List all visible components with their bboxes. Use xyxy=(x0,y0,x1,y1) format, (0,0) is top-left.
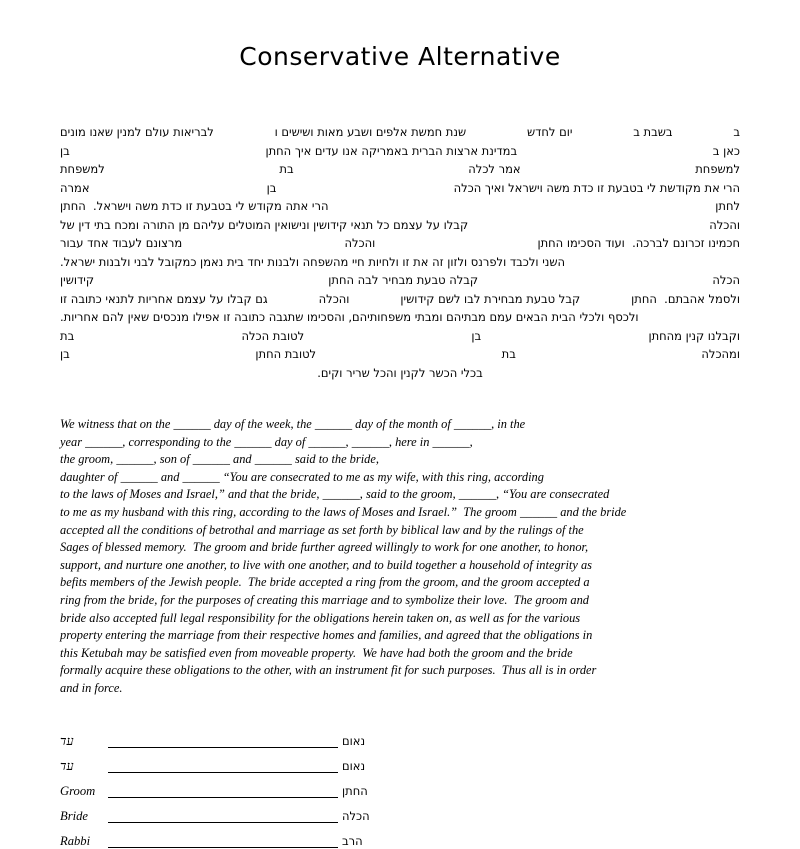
english-line: accepted all the conditions of betrothal and marriage as set forth by biblical law and by the rulings of the xyxy=(60,522,584,537)
hebrew-line xyxy=(60,123,740,142)
hebrew-line xyxy=(60,290,740,309)
signature-row-groom xyxy=(60,774,740,799)
signature-label-left: Rabbi xyxy=(60,833,91,848)
english-line: daughter of ______ and ______ “You are consecrated to me as my wife, with this ring, according xyxy=(60,469,544,484)
english-line: formally acquire these obligations to the other, with an instrument fit for such purposes. Thus all is in order xyxy=(60,663,597,678)
hebrew-line xyxy=(60,345,740,364)
hebrew-segment: גם קבלו על עצמם אחריות לתנאי כתובה זו xyxy=(60,291,268,306)
hebrew-line xyxy=(60,160,740,179)
hebrew-line xyxy=(60,179,740,198)
hebrew-segment: כאן ב xyxy=(712,143,740,158)
hebrew-segment: קבלו על עצמם כל תנאי קידושין ונישואין המוטלים עליהם מן התורה ומכח בתי דין של xyxy=(60,217,469,232)
signature-label-right: הרב xyxy=(342,833,363,848)
signature-label-left: עד xyxy=(60,733,74,748)
hebrew-line xyxy=(60,308,740,327)
hebrew-segment: בשבת ב xyxy=(633,125,673,139)
signature-line[interactable] xyxy=(108,758,338,773)
hebrew-segment: בן xyxy=(266,180,277,195)
hebrew-segment: במדינת ארצות הברית באמריקה אנו עדים איך החתן xyxy=(265,143,518,158)
hebrew-segment: והכלה xyxy=(344,236,376,250)
hebrew-segment: ולסמל אהבתם. החתן xyxy=(631,291,740,306)
hebrew-segment: בת xyxy=(279,162,294,176)
hebrew-segment: למשפחת xyxy=(60,162,105,176)
hebrew-line xyxy=(60,327,740,346)
signature-row-witness-2 xyxy=(60,749,740,774)
hebrew-segment: בת xyxy=(60,328,75,343)
hebrew-segment: בן xyxy=(471,328,482,343)
english-line: the groom, ______, son of ______ and ______ said to the bride, xyxy=(60,452,379,467)
hebrew-line xyxy=(60,271,740,290)
hebrew-segment: לטובת הכלה xyxy=(241,328,305,343)
hebrew-segment: קבל טבעת מבחירת לבו לשם קידושין xyxy=(400,291,581,306)
english-line: property entering the marriage from their respective homes and families, and agreed that the obligations in xyxy=(60,628,593,643)
english-line: to the laws of Moses and Israel,” and that the bride, ______, said to the groom, ______, “You are consecrated xyxy=(60,487,610,502)
signature-label-right: החתן xyxy=(342,783,368,798)
hebrew-segment: לחתן xyxy=(715,199,740,213)
signature-line[interactable] xyxy=(108,833,338,848)
english-line: and in force. xyxy=(60,680,123,695)
hebrew-segment: הרי אתה מקודש לי בטבעת זו כדת משה וישראל. החתן xyxy=(60,199,329,213)
hebrew-segment: והכלה xyxy=(318,291,350,306)
signature-row-bride xyxy=(60,799,740,824)
english-line: bride also accepted full legal responsibility for the obligations herein taken on, as well as for the various xyxy=(60,610,581,625)
hebrew-segment: אמרה xyxy=(60,180,90,195)
signature-line[interactable] xyxy=(108,808,338,823)
hebrew-line xyxy=(60,234,740,253)
hebrew-segment: בת xyxy=(501,347,516,361)
signature-label-left: Groom xyxy=(60,783,96,798)
english-text-block xyxy=(60,416,740,698)
signature-line[interactable] xyxy=(108,783,338,798)
english-line: support, and nurture one another, to live with one another, and to build together a household of integrity as xyxy=(60,557,592,572)
signature-label-right: נאום xyxy=(342,758,366,773)
english-line: Sages of blessed memory. The groom and bride further agreed willingly to work for one another, to honor, xyxy=(60,540,589,555)
hebrew-segment: חכמינו זכרונם לברכה. ועוד הסכימו החתן xyxy=(537,236,740,250)
signature-section xyxy=(60,724,740,849)
hebrew-line xyxy=(60,197,740,216)
signature-label-right: נאום xyxy=(342,733,366,748)
hebrew-segment: בכלי הכשר לקנין והכל שריר וקים. xyxy=(317,365,483,380)
english-line: this Ketubah may be satisfied even from moveable property. We have had both the groom and the bride xyxy=(60,645,573,660)
signature-row-witness-1 xyxy=(60,724,740,749)
hebrew-segment: ולכסף ולכלי הבית הבאים עמם מבתיהם ומבתי משפחותיהם, והסכימו שתגבה כתובה זו אפילו מנכסים שאין להם אחריות. xyxy=(60,310,639,324)
hebrew-segment: קבלה טבעת מבחיר לבה החתן xyxy=(328,273,479,287)
signature-label-left: Bride xyxy=(60,808,88,823)
hebrew-segment: קידושין xyxy=(60,273,95,287)
signature-label-left: עד xyxy=(60,758,74,773)
hebrew-segment: הכלה xyxy=(712,273,740,287)
hebrew-segment: השני ולכבד ולפרנס ולזון זה את זו ולחיות חיי מהשפחה ולבנות יחד בית נאמן כמקובל לבני ולבנות ישראל. xyxy=(60,254,566,269)
hebrew-segment: יום לחדש xyxy=(526,125,573,139)
hebrew-segment: אמר לכלה xyxy=(468,162,521,176)
signature-line[interactable] xyxy=(108,733,338,748)
hebrew-segment: והכלה xyxy=(709,217,740,232)
hebrew-segment: בן xyxy=(60,347,70,361)
hebrew-segment: לבריאות עולם למנין שאנו מונים xyxy=(60,125,214,139)
hebrew-line xyxy=(60,142,740,161)
hebrew-segment: שנת חמשת אלפים ושבע מאות ושישים ו xyxy=(274,125,467,139)
signature-label-right: הכלה xyxy=(342,808,370,823)
hebrew-segment: ב xyxy=(733,125,740,139)
hebrew-segment: הרי את מקודשת לי בטבעת זו כדת משה וישראל ואיך הכלה xyxy=(453,180,740,195)
signature-row-rabbi xyxy=(60,824,740,849)
page-title: Conservative Alternative xyxy=(239,42,561,71)
hebrew-segment: בן xyxy=(60,143,70,158)
hebrew-line xyxy=(60,364,740,383)
hebrew-segment: וקבלנו קנין מהחתן xyxy=(648,328,740,343)
hebrew-line xyxy=(60,216,740,235)
hebrew-segment: למשפחת xyxy=(695,162,740,176)
english-line: We witness that on the ______ day of the week, the ______ day of the month of ______, in the xyxy=(60,417,526,431)
hebrew-segment: ומהכלה xyxy=(701,347,740,361)
english-line: to me as my husband with this ring, according to the laws of Moses and Israel.” The groom ______ and the bride xyxy=(60,504,627,519)
hebrew-line xyxy=(60,253,740,272)
english-line: ring from the bride, for the purposes of creating this marriage and to symbolize their love. The groom and xyxy=(60,592,589,607)
english-line: year ______, corresponding to the ______ day of ______, ______, here in ______, xyxy=(60,434,473,449)
hebrew-text-block xyxy=(60,123,740,382)
hebrew-segment: לטובת החתן xyxy=(255,347,317,361)
english-line: befits members of the Jewish people. The bride accepted a ring from the groom, and the groom accepted a xyxy=(60,575,590,590)
hebrew-segment: מרצונם לעבוד אחד עבור xyxy=(60,236,183,250)
